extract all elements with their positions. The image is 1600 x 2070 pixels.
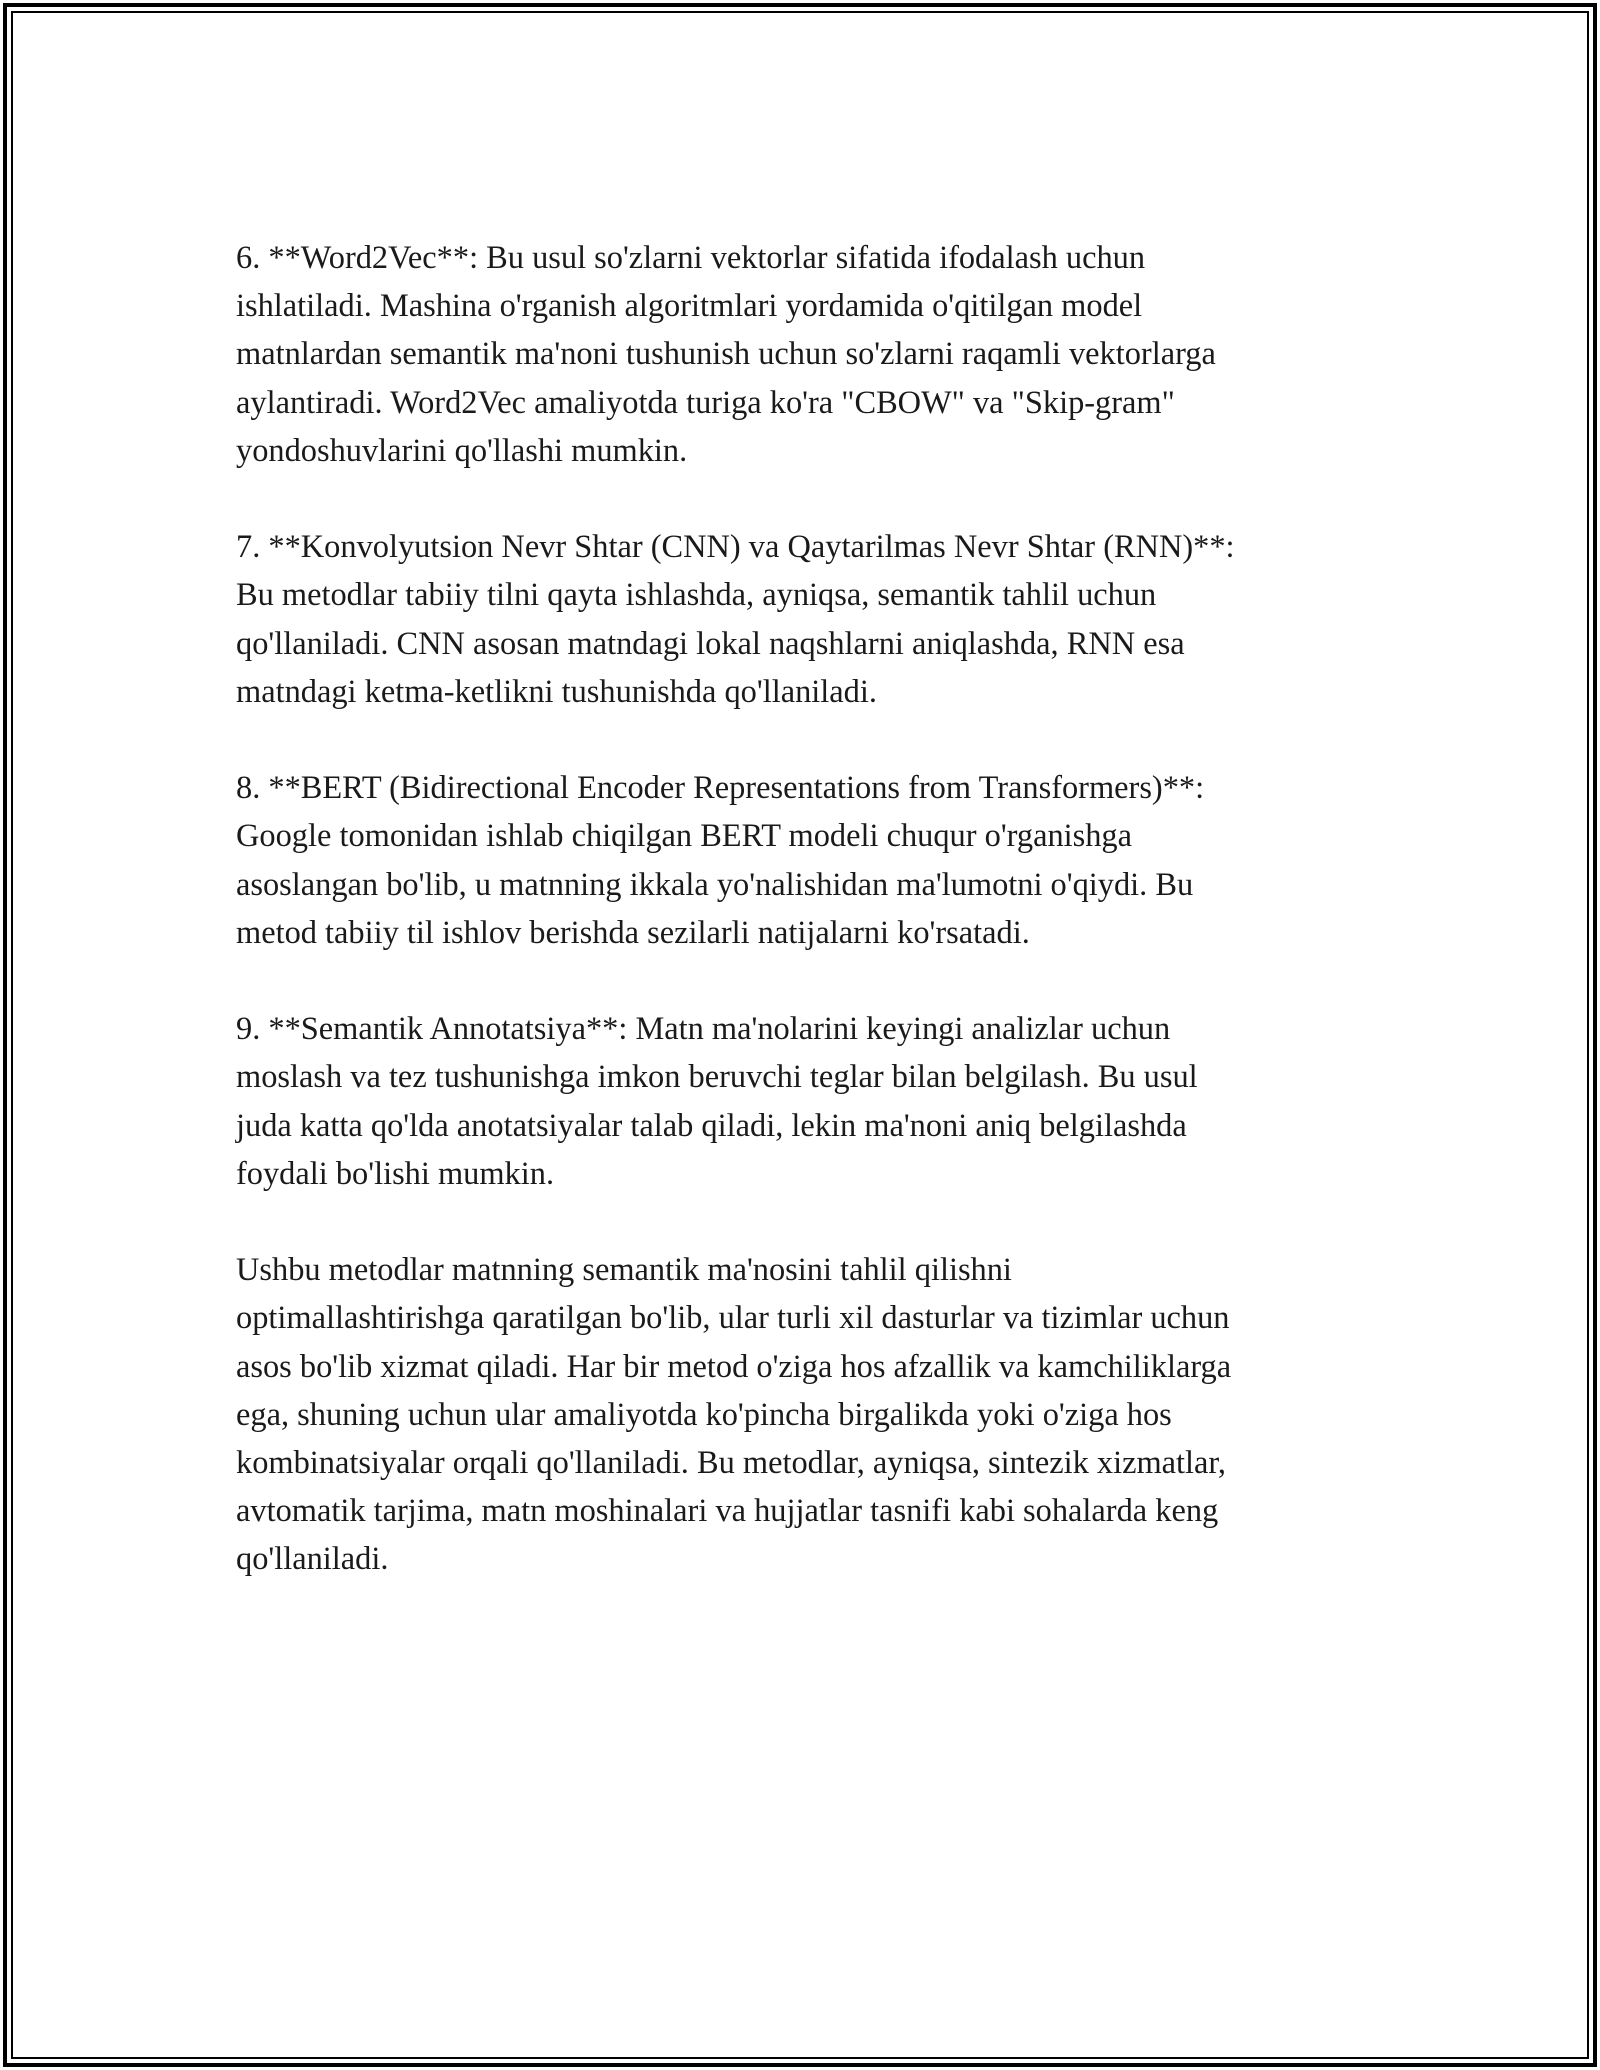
text-line: qo'llaniladi. (236, 1541, 389, 1578)
text-line: foydali bo'lishi mumkin. (236, 1155, 555, 1192)
text-line: 6. **Word2Vec**: Bu usul so'zlarni vektorlar sifatida ifodalash uchun (236, 240, 1146, 276)
text-line: 7. **Konvolyutsion Nevr Shtar (CNN) va Qaytarilmas Nevr Shtar (RNN)**: (236, 529, 1235, 566)
text-line: aylantiradi. Word2Vec amaliyotda turiga ko'ra "CBOW" va "Skip-gram" (236, 384, 1175, 421)
text-line: optimallashtirishga qaratilgan bo'lib, ular turli xil dasturlar va tizimlar uchun (236, 1300, 1230, 1337)
text-line: Ushbu metodlar matnning semantik ma'nosini tahlil qilishni (236, 1252, 1012, 1289)
text-line: moslash va tez tushunishga imkon beruvchi teglar bilan belgilash. Bu usul (236, 1059, 1198, 1096)
text-line: asos bo'lib xizmat qiladi. Har bir metod o'ziga hos afzallik va kamchiliklarga (236, 1348, 1232, 1385)
text-line: 9. **Semantik Annotatsiya**: Matn ma'nolarini keyingi analizlar uchun (236, 1011, 1171, 1048)
paragraph-semantic-annotation (236, 1005, 1396, 1198)
paragraph-word2vec (236, 234, 1396, 475)
text-line: matnlardan semantik ma'noni tushunish uchun so'zlarni raqamli vektorlarga (236, 336, 1216, 373)
paragraph-cnn-rnn (236, 523, 1396, 716)
text-line: matndagi ketma-ketlikni tushunishda qo'llaniladi. (236, 673, 877, 710)
paragraph-bert (236, 764, 1396, 957)
text-line: yondoshuvlarini qo'llashi mumkin. (236, 432, 688, 469)
document-body (236, 234, 1396, 1632)
paragraph-conclusion (236, 1246, 1396, 1583)
text-line: qo'llaniladi. CNN asosan matndagi lokal naqshlarni aniqlashda, RNN esa (236, 625, 1185, 662)
text-line: kombinatsiyalar orqali qo'llaniladi. Bu metodlar, ayniqsa, sintezik xizmatlar, (236, 1445, 1227, 1482)
text-line: metod tabiiy til ishlov berishda sezilarli natijalarni ko'rsatadi. (236, 914, 1030, 951)
text-line: ega, shuning uchun ular amaliyotda ko'pincha birgalikda yoki o'ziga hos (236, 1396, 1172, 1433)
text-line: asoslangan bo'lib, u matnning ikkala yo'nalishidan ma'lumotni o'qiydi. Bu (236, 866, 1194, 903)
text-line: ishlatiladi. Mashina o'rganish algoritmlari yordamida o'qitilgan model (236, 288, 1143, 325)
text-line: juda katta qo'lda anotatsiyalar talab qiladi, lekin ma'noni aniq belgilashda (236, 1107, 1187, 1144)
text-line: Bu metodlar tabiiy tilni qayta ishlashda, ayniqsa, semantik tahlil uchun (236, 577, 1157, 614)
text-line: avtomatik tarjima, matn moshinalari va hujjatlar tasnifi kabi sohalarda keng (236, 1493, 1219, 1530)
text-line: 8. **BERT (Bidirectional Encoder Representations from Transformers)**: (236, 770, 1205, 807)
text-line: Google tomonidan ishlab chiqilgan BERT modeli chuqur o'rganishga (236, 818, 1133, 855)
